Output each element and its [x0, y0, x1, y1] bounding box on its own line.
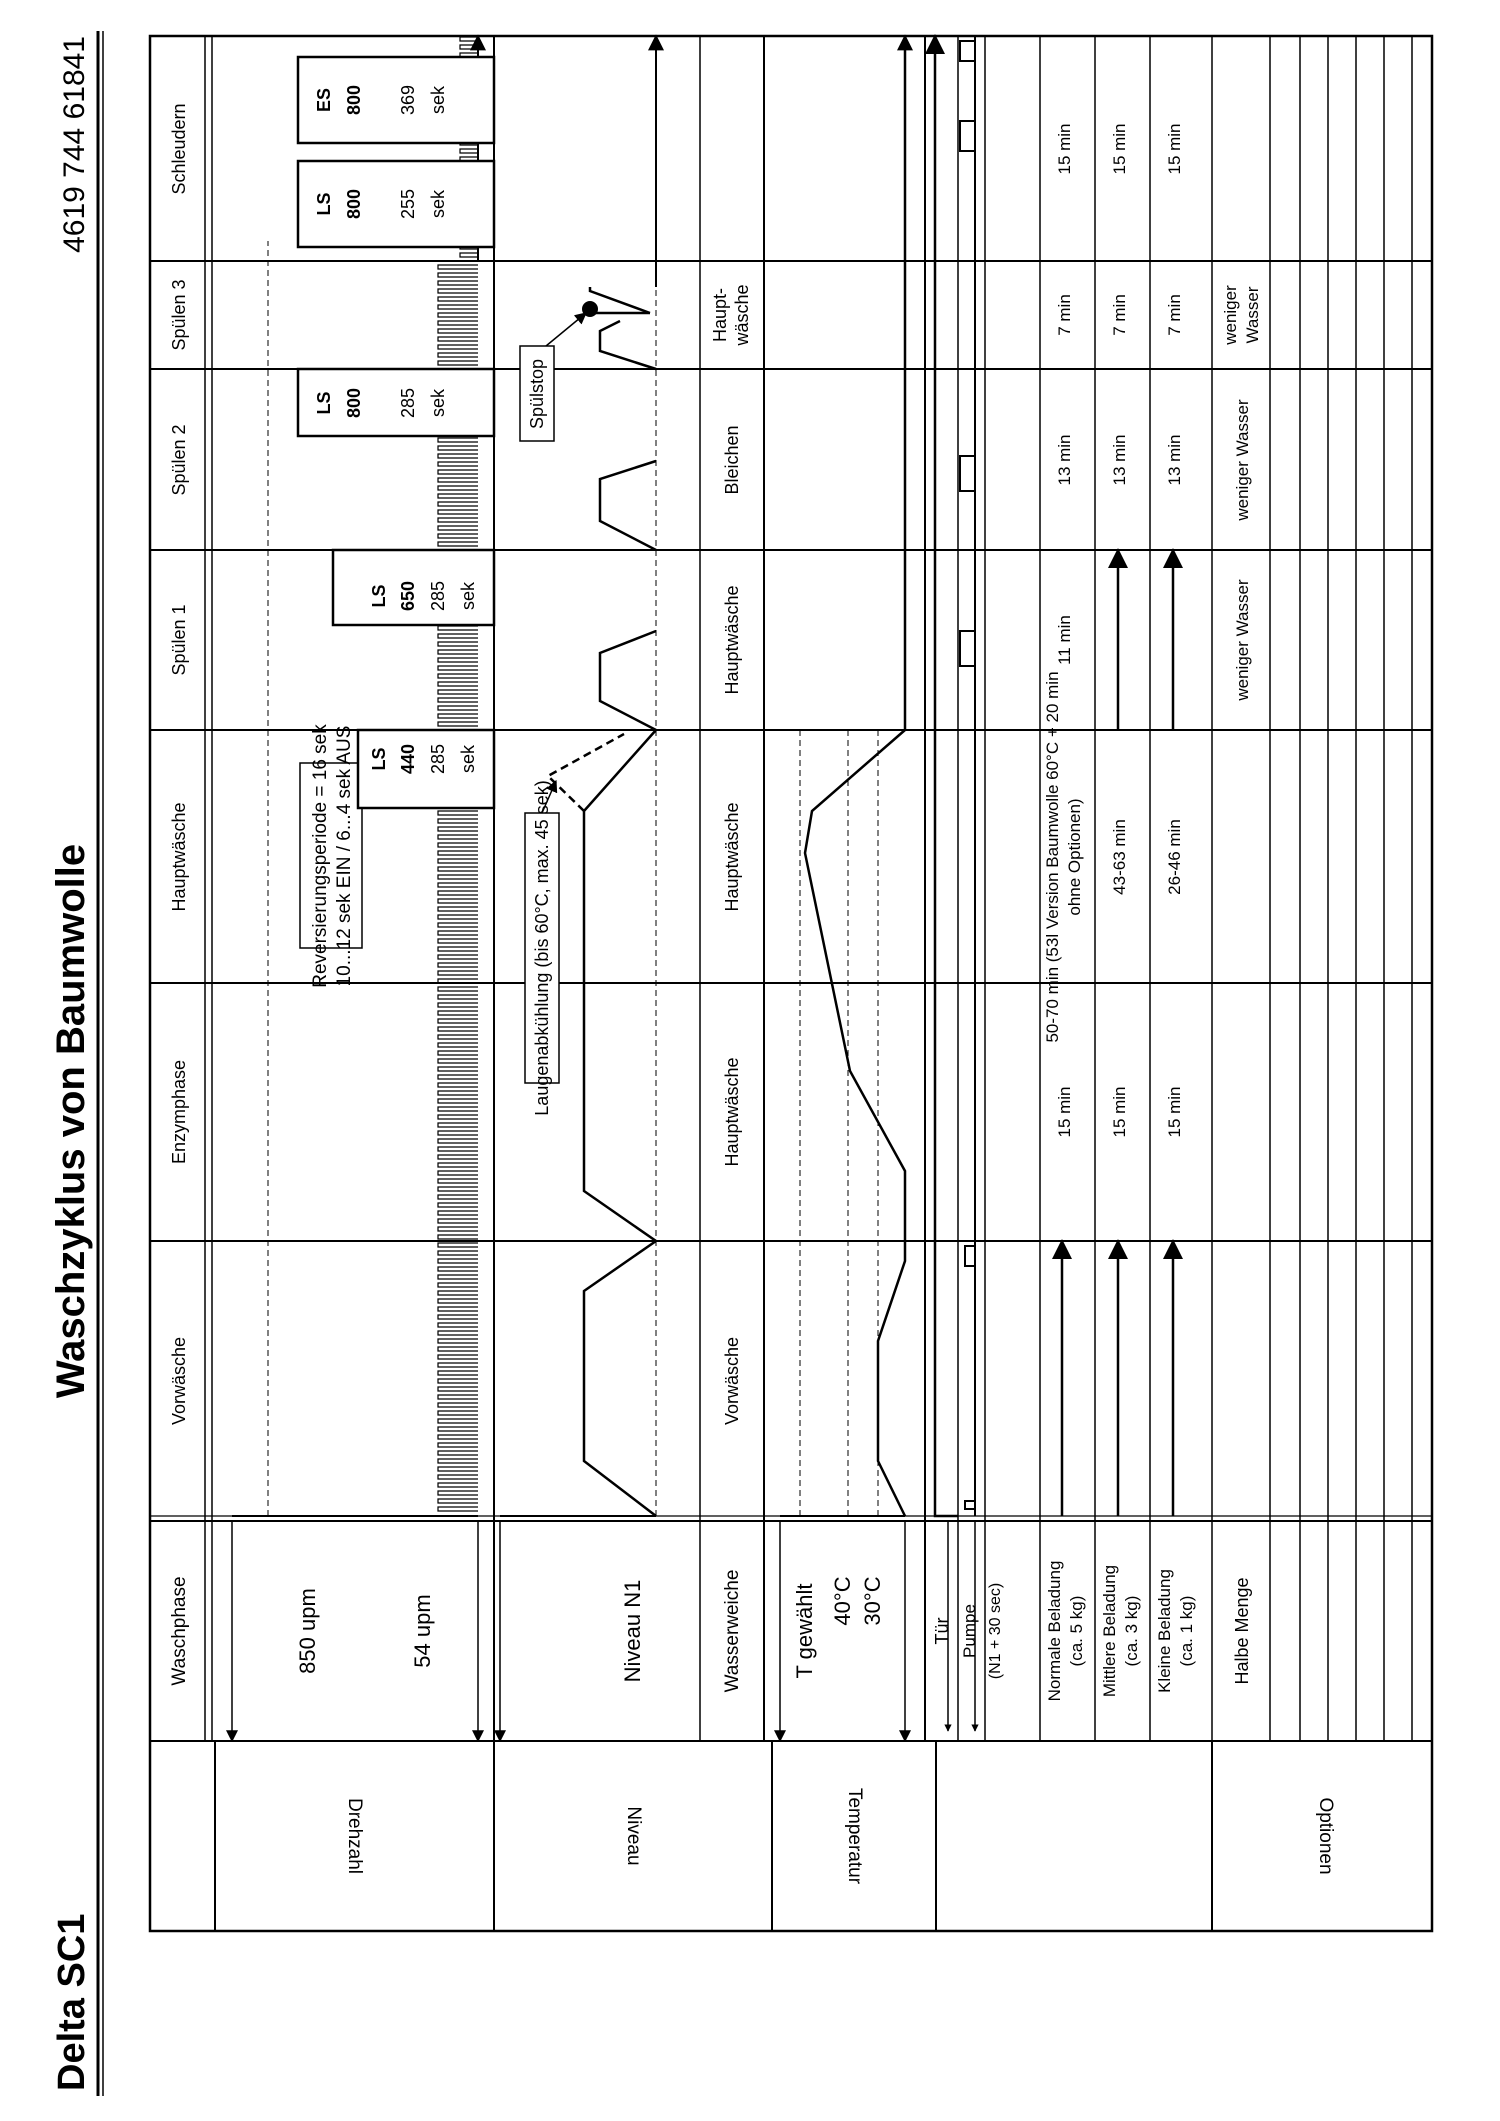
klein-haupt-time: 26-46 min — [1165, 819, 1184, 895]
spuelstop-arrow — [546, 313, 586, 346]
label-normale-beladung: Normale Beladung — [1045, 1560, 1064, 1702]
rotated-table — [49, 31, 1432, 2096]
label-normale-beladung-kg: (ca. 5 kg) — [1067, 1595, 1086, 1667]
spuelstop-marker — [582, 301, 598, 317]
mittel-schleudern-time: 15 min — [1110, 123, 1129, 175]
spin-rpm: 650 — [398, 580, 418, 612]
normal-s3-time: 7 min — [1055, 294, 1074, 336]
label-40c: 40°C — [830, 1576, 855, 1626]
normal-schleudern-time: 15 min — [1055, 123, 1074, 175]
wasserweiche-spuelen2: Bleichen — [722, 425, 742, 495]
drehzahl-graph — [232, 36, 494, 1741]
label-t-gewaehlt: T gewählt — [792, 1583, 817, 1679]
temperatur-graph — [780, 36, 905, 1741]
spin-type: LS — [369, 584, 389, 608]
phase-headers — [169, 103, 189, 1425]
halbe-s3-line1: weniger — [1221, 285, 1240, 345]
label-waschphase: Waschphase — [169, 1576, 190, 1686]
doc-number: 4619 744 61841 — [58, 36, 91, 253]
klein-schleudern-time: 15 min — [1165, 123, 1184, 175]
normal-haupt-time-note: ohne Optionen) — [1065, 798, 1084, 916]
spin-time: 255 — [398, 188, 418, 220]
normal-haupt-time: 50-70 min (53l Version Baumwolle 60°C + 20 min — [1043, 671, 1062, 1043]
niveau-curve — [584, 287, 656, 1516]
wasserweiche-row — [710, 284, 752, 1425]
spin-rpm: 440 — [398, 743, 418, 775]
label-850upm: 850 upm — [295, 1588, 320, 1674]
phase-spuelen1: Spülen 1 — [169, 604, 189, 676]
phase-enzymphase: Enzymphase — [169, 1059, 189, 1165]
spin-time: 285 — [398, 387, 418, 419]
reversierung-line2: 10...12 sek EIN / 6...4 sek AUS — [334, 725, 355, 987]
spin-unit: sek — [458, 744, 478, 774]
label-mittlere-beladung-kg: (ca. 3 kg) — [1122, 1595, 1141, 1667]
wasserweiche-vorwaesche: Vorwäsche — [722, 1336, 742, 1426]
label-wasserweiche: Wasserweiche — [722, 1569, 743, 1693]
label-niveau-n1: Niveau N1 — [620, 1579, 645, 1683]
halbe-menge-row — [1221, 285, 1262, 702]
label-kleine-beladung-kg: (ca. 1 kg) — [1177, 1595, 1196, 1667]
spin-type: LS — [314, 391, 334, 415]
spin-rpm: 800 — [344, 188, 364, 220]
reversierung-line1: Reversierungsperiode = 16 sek — [310, 724, 331, 988]
group-temperatur: Temperatur — [843, 1787, 865, 1885]
tuer-line — [935, 36, 958, 1516]
mittel-enzym-time: 15 min — [1110, 1086, 1129, 1138]
phase-vorwaesche: Vorwäsche — [169, 1336, 189, 1426]
mittel-s2-time: 13 min — [1110, 434, 1129, 486]
wasserweiche-spuelen3-line2: wäsche — [732, 284, 752, 346]
mittel-s3-time: 7 min — [1110, 294, 1129, 336]
wasserweiche-enzymphase: Hauptwäsche — [722, 1057, 742, 1167]
wasserweiche-spuelen1: Hauptwäsche — [722, 585, 742, 695]
spin-type: LS — [369, 747, 389, 771]
mittel-haupt-time: 43-63 min — [1110, 819, 1129, 895]
label-kleine-beladung: Kleine Beladung — [1155, 1569, 1174, 1693]
spin-box-hauptwaesche — [358, 730, 494, 808]
spin-unit: sek — [428, 85, 448, 115]
tuer-row — [935, 36, 958, 1731]
spin-rpm: 800 — [344, 84, 364, 116]
row-labels — [169, 1561, 1252, 1702]
group-optionen: Optionen — [1314, 1797, 1336, 1875]
spin-unit: sek — [428, 189, 448, 219]
spuelstop-label: Spülstop — [527, 358, 547, 430]
spin-type: LS — [314, 192, 334, 216]
spin-box-schleudern-es — [298, 57, 494, 143]
spin-box-schleudern-ls — [298, 161, 494, 247]
label-pumpe-detail: (N1 + 30 sec) — [987, 1582, 1004, 1680]
phase-schleudern: Schleudern — [169, 103, 189, 195]
spin-time: 369 — [398, 84, 418, 116]
pumpe-pulses — [960, 41, 975, 1516]
pumpe-row — [960, 36, 975, 1731]
klein-s2-time: 13 min — [1165, 434, 1184, 486]
spin-rpm: 800 — [344, 387, 364, 419]
normale-beladung-row — [1043, 123, 1084, 1516]
halbe-s3-line2: Wasser — [1243, 286, 1262, 344]
klein-s3-time: 7 min — [1165, 294, 1184, 336]
klein-enzym-time: 15 min — [1165, 1086, 1184, 1138]
label-30c: 30°C — [860, 1576, 885, 1626]
spin-box-spuelen1 — [333, 550, 494, 625]
spin-time: 285 — [428, 580, 448, 612]
temperatur-curve — [805, 36, 905, 1516]
halbe-s1: weniger Wasser — [1233, 579, 1252, 701]
reversing-pulses — [438, 265, 478, 1511]
label-mittlere-beladung: Mittlere Beladung — [1100, 1564, 1119, 1698]
normal-enzym-time: 15 min — [1055, 1086, 1074, 1138]
spin-type: ES — [314, 87, 334, 113]
phase-hauptwaesche: Hauptwäsche — [169, 802, 189, 912]
spin-unit: sek — [458, 581, 478, 611]
group-niveau: Niveau — [622, 1806, 644, 1866]
label-54upm: 54 upm — [410, 1594, 435, 1668]
laugenabkuehlung-label: Laugenabkühlung (bis 60°C, max. 45 sek) — [532, 780, 552, 1116]
niveau-graph — [500, 36, 656, 1741]
kleine-beladung-row — [1165, 123, 1184, 1516]
normal-s1-time: 11 min — [1055, 615, 1074, 665]
phase-spuelen2: Spülen 2 — [169, 424, 189, 496]
wasserweiche-spuelen3-line1: Haupt- — [710, 287, 730, 343]
group-drehzahl: Drehzahl — [343, 1797, 365, 1875]
spin-unit: sek — [428, 388, 448, 418]
label-tuer: Tür — [932, 1617, 952, 1645]
halbe-s2: weniger Wasser — [1233, 399, 1252, 521]
phase-spuelen3: Spülen 3 — [169, 279, 189, 351]
wasserweiche-hauptwaesche: Hauptwäsche — [722, 802, 742, 912]
mittlere-beladung-row — [1110, 123, 1129, 1516]
label-pumpe: Pumpe — [960, 1604, 979, 1658]
label-halbe-menge: Halbe Menge — [1232, 1577, 1252, 1685]
page-title: Waschzyklus von Baumwolle — [49, 843, 93, 1399]
spin-time: 285 — [428, 743, 448, 775]
laugenabkuehlung-curve — [548, 734, 624, 811]
spin-box-spuelen2 — [298, 369, 494, 436]
group-column — [344, 1741, 1336, 1931]
model-name: Delta SC1 — [51, 1913, 93, 2091]
normal-s2-time: 13 min — [1055, 434, 1074, 486]
